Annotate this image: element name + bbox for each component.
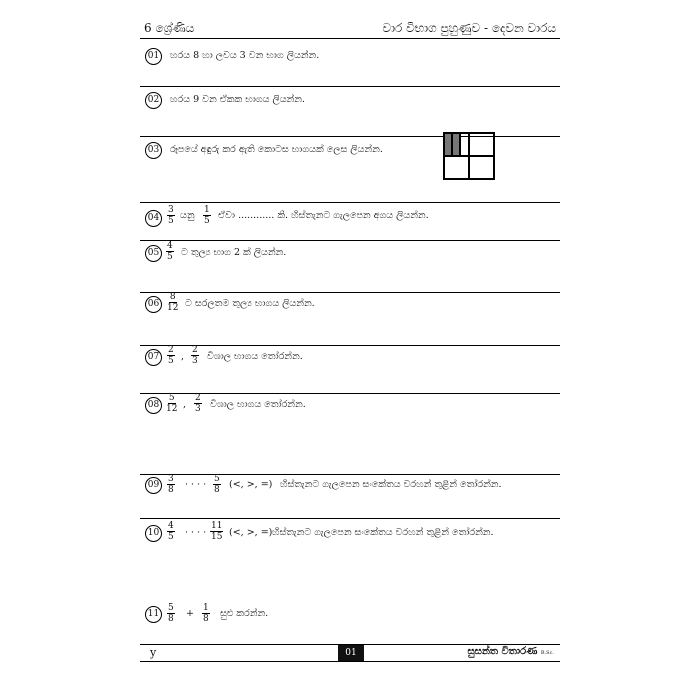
exam-title: වාර විභාග පුහුණුව - දෙවන වාරය [382,21,556,35]
fraction [213,474,221,495]
question-04 [140,202,560,241]
question-08 [140,393,560,475]
question-06 [140,292,560,346]
fraction [166,241,174,262]
denominator: 8 [168,485,174,495]
fraction [167,292,178,313]
shaded-part [452,133,460,156]
question-text: ට සරලතම තුල්‍ය භාගය ලියන්න. [185,298,315,309]
unshaded-part [469,156,494,179]
question-number: 01 [145,48,162,65]
question-05 [140,240,560,293]
question-number: 02 [145,92,162,109]
denominator: 5 [167,252,173,262]
numerator: 11 [211,521,223,531]
separator: , [183,399,187,410]
denominator: 12 [167,303,179,313]
question-word: යනු [180,210,195,221]
question-02 [140,86,560,137]
plus-sign: + [186,608,194,619]
question-text: ඒවා ............ කි. හිස්තැනට ගැලපෙන අගය ලියන්න. [218,210,429,221]
numerator: 2 [192,345,198,355]
fraction [202,603,210,624]
denominator: 8 [168,614,174,624]
numerator: 5 [168,603,174,613]
fraction [167,345,175,366]
separator: , [181,351,185,362]
fraction [167,474,175,495]
denominator: 12 [166,404,178,414]
symbol-options: (<, >, =) [229,527,273,538]
numerator: 3 [168,474,174,484]
question-text: රූපයේ අඳුරු කර ඇති කොටස භාගයක් ලෙස ලියන්න. [170,144,383,155]
numerator: 4 [167,241,173,251]
footer-mark: y [150,646,157,659]
denominator: 5 [168,532,174,542]
question-number: 07 [145,349,162,366]
question-number: 11 [145,606,162,623]
symbol-options: (<, >, =) [229,479,273,490]
unshaded-part [444,156,469,179]
numerator: 5 [168,393,175,403]
question-07 [140,345,560,394]
page-header [140,18,560,39]
denominator: 5 [168,356,174,366]
question-text: සුළු කරන්න. [220,608,269,619]
question-text: විශාල භාගය තෝරන්න. [210,399,306,410]
fraction [194,393,202,414]
question-text: විශාල භාගය තෝරන්න. [207,351,303,362]
question-number: 10 [145,525,162,542]
denominator: 15 [211,532,223,542]
numerator: 1 [204,205,210,215]
denominator: 8 [203,614,209,624]
question-11 [140,600,560,640]
author-degree: B.Sc. [540,650,554,656]
numerator: 3 [168,205,174,215]
author-logo [467,646,554,657]
numerator: 2 [168,345,174,355]
denominator: 3 [192,356,198,366]
numerator: 5 [214,474,220,484]
unshaded-part [460,133,469,156]
question-number: 08 [145,397,162,414]
question-03 [140,136,560,203]
fraction [167,521,175,542]
page-number: 01 [338,645,364,661]
fraction [210,521,223,542]
numerator: 8 [169,292,176,302]
answer-blank: · · · · [185,479,207,490]
fraction [166,393,177,414]
fraction [167,205,175,226]
question-text: ට තුල්‍ය භාග 2 ක් ලියන්න. [181,247,287,258]
question-text: හරය 9 වන ඒකක භාගය ලියන්න. [170,94,305,105]
grade-label: 6 ශ්‍රේණිය [144,21,195,35]
fraction [191,345,199,366]
shaded-part [444,133,452,156]
denominator: 5 [204,216,210,226]
author-name: සුසන්ත විතාරණ [467,646,538,657]
denominator: 5 [168,216,174,226]
question-text: හිස්තැනට ගැලපෙන සංකේතය වරහන් තුළින් තෝරන්න. [280,479,502,490]
question-number: 03 [145,142,162,159]
fraction [167,603,175,624]
unshaded-part [469,133,494,156]
question-number: 09 [145,477,162,494]
worksheet-page [140,18,560,660]
question-number: 05 [145,245,162,262]
question-01 [140,44,560,87]
question-number: 04 [145,210,162,227]
denominator: 3 [195,404,201,414]
numerator: 1 [203,603,209,613]
question-09 [140,474,560,519]
answer-blank: · · · · [185,527,207,538]
fraction [203,205,211,226]
page-footer [140,644,560,662]
question-number: 06 [145,296,162,313]
numerator: 4 [168,521,174,531]
question-text: හිස්තැනට ගැලපෙන සංකේතය වරහන් තුළින් තෝරන්න. [272,527,494,538]
numerator: 2 [195,393,201,403]
denominator: 8 [214,485,220,495]
question-10 [140,518,560,600]
shaded-fraction-figure [443,132,495,180]
question-text: හරය 8 හා ලවය 3 වන භාග ලියන්න. [170,50,320,61]
